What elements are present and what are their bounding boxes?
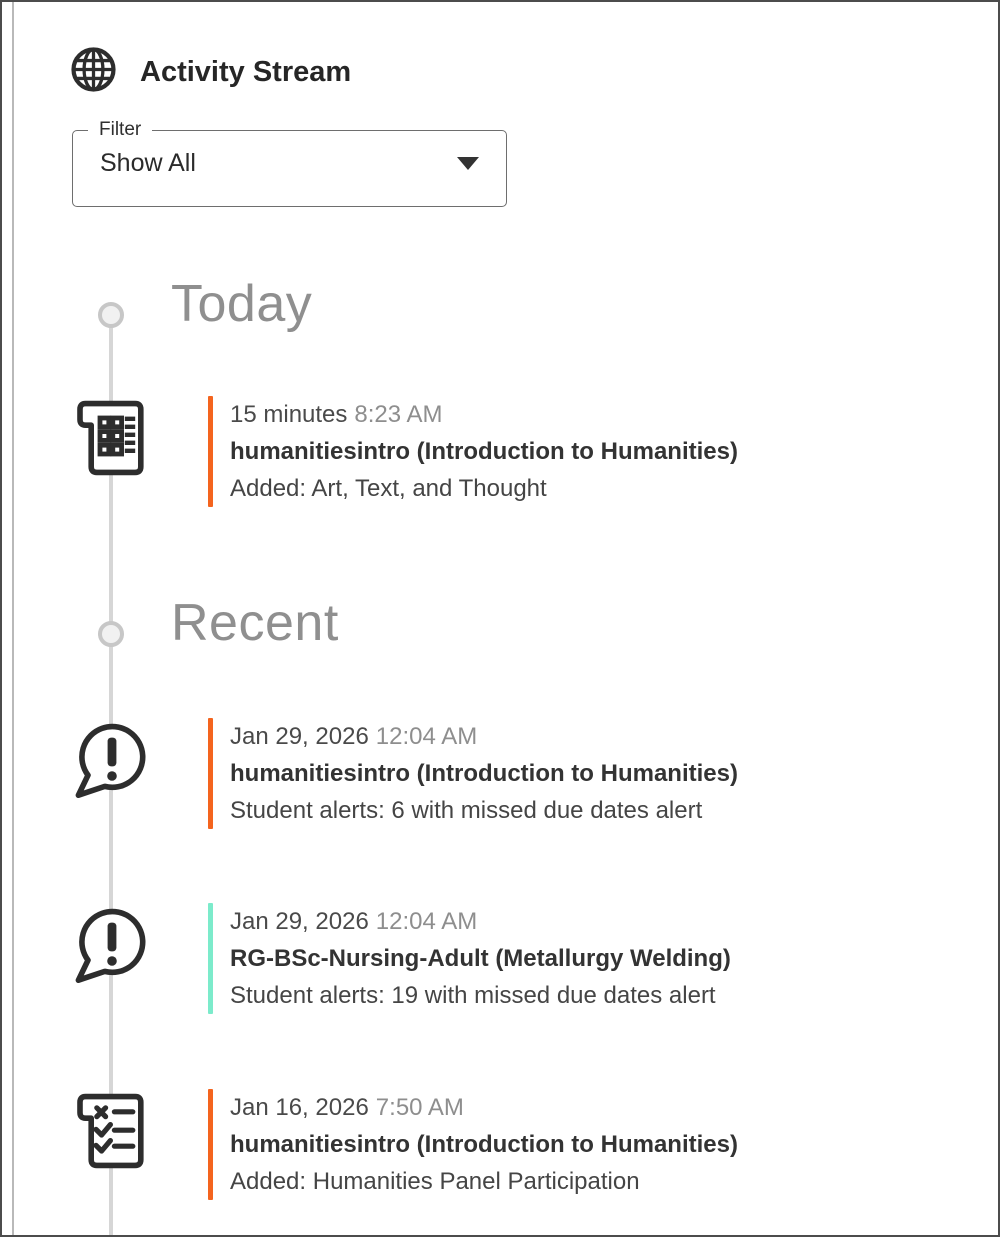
- item-description: Added: Humanities Panel Participation: [230, 1168, 640, 1195]
- filter-label: Filter: [99, 119, 142, 140]
- accent-bar: [208, 718, 213, 829]
- filter-selected-value: Show All: [100, 149, 196, 177]
- item-meta: [230, 719, 738, 755]
- item-description: Added: Art, Text, and Thought: [230, 475, 547, 502]
- accent-bar: [208, 396, 213, 507]
- page-title: Activity Stream: [140, 55, 352, 88]
- item-meta: [230, 904, 731, 940]
- item-time: 12:04 AM: [375, 723, 478, 750]
- item-meta: [230, 1090, 738, 1126]
- item-description: Student alerts: 6 with missed due dates alert: [230, 797, 703, 824]
- item-time: 7:50 AM: [375, 1094, 464, 1121]
- timeline-marker-today: [98, 302, 124, 328]
- item-course: humanitiesintro (Introduction to Humanities): [230, 438, 738, 465]
- item-date: Jan 29, 2026: [230, 908, 369, 935]
- item-date: Jan 16, 2026: [230, 1094, 369, 1121]
- item-course: humanitiesintro (Introduction to Humanities): [230, 1131, 738, 1158]
- item-date: Jan 29, 2026: [230, 723, 369, 750]
- globe-icon: [70, 46, 117, 98]
- stream-item[interactable]: [72, 1089, 738, 1200]
- stream-item[interactable]: [72, 396, 738, 507]
- chevron-down-icon: [457, 157, 479, 170]
- section-heading-today: Today: [171, 275, 313, 333]
- accent-bar: [208, 903, 213, 1014]
- accent-bar: [208, 1089, 213, 1200]
- panel-divider: [12, 2, 14, 1235]
- checklist-icon: [72, 1089, 152, 1200]
- stream-item[interactable]: [72, 903, 731, 1014]
- item-meta: [230, 397, 738, 433]
- alert-bubble-icon: [72, 718, 152, 829]
- stream-item[interactable]: [72, 718, 738, 829]
- item-description: Student alerts: 19 with missed due dates alert: [230, 982, 716, 1009]
- section-heading-recent: Recent: [171, 594, 339, 652]
- item-course: RG-BSc-Nursing-Adult (Metallurgy Welding): [230, 945, 731, 972]
- item-date: 15 minutes: [230, 401, 348, 428]
- filter-dropdown[interactable]: [72, 119, 507, 207]
- content-grid-icon: [72, 396, 152, 507]
- header: [70, 46, 351, 98]
- alert-bubble-icon: [72, 903, 152, 1014]
- item-time: 8:23 AM: [354, 401, 443, 428]
- item-time: 12:04 AM: [375, 908, 478, 935]
- item-course: humanitiesintro (Introduction to Humanities): [230, 760, 738, 787]
- timeline-marker-recent: [98, 621, 124, 647]
